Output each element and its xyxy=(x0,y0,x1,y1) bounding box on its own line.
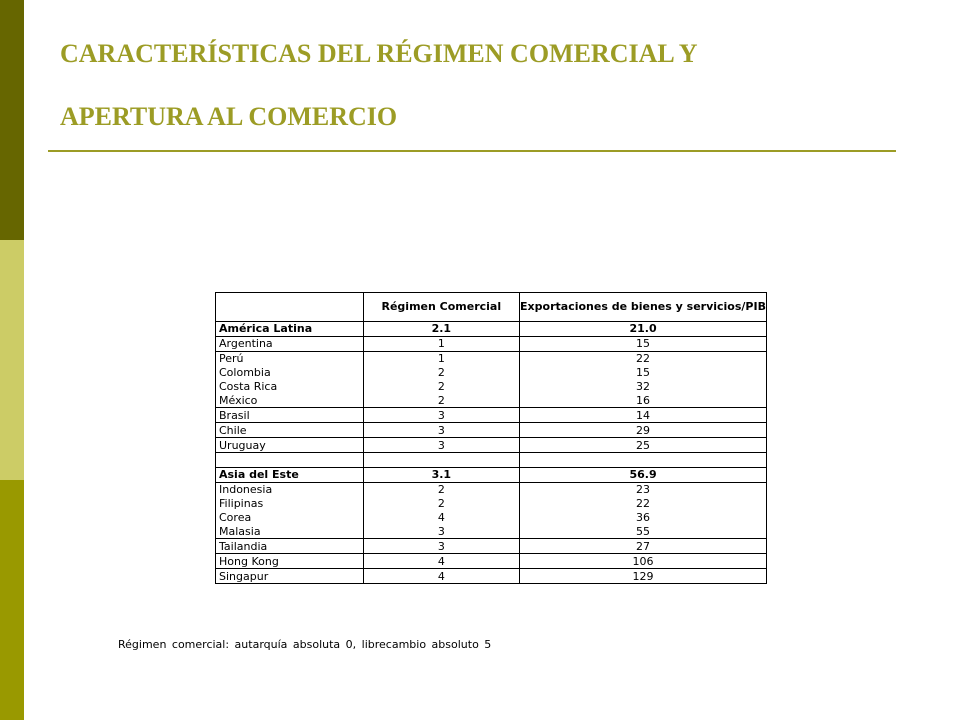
cell-regimen: 2 xyxy=(363,482,519,496)
cell-exports: 129 xyxy=(520,569,767,584)
cell-regimen: 3 xyxy=(363,524,519,538)
table-row xyxy=(216,497,767,511)
header-regimen: Régimen Comercial xyxy=(363,293,519,322)
cell-exports: 16 xyxy=(520,393,767,407)
table-row xyxy=(216,393,767,407)
cell-regimen: 2 xyxy=(363,497,519,511)
cell-regimen: 1 xyxy=(363,336,519,351)
cell-country: Indonesia xyxy=(216,482,364,496)
cell-exports: 21.0 xyxy=(520,322,767,337)
cell-exports: 36 xyxy=(520,511,767,525)
table-row xyxy=(216,438,767,453)
table-row xyxy=(216,453,767,468)
cell-regimen: 1 xyxy=(363,351,519,365)
table-row xyxy=(216,539,767,554)
slide-title-line-1: CARACTERÍSTICAS DEL RÉGIMEN COMERCIAL Y xyxy=(60,39,698,68)
cell-country: Brasil xyxy=(216,408,364,423)
cell-country: Uruguay xyxy=(216,438,364,453)
cell-country: Colombia xyxy=(216,366,364,380)
side-bar-middle xyxy=(0,240,24,480)
table-row xyxy=(216,511,767,525)
cell-regimen: 4 xyxy=(363,569,519,584)
cell-exports: 15 xyxy=(520,336,767,351)
slide-title xyxy=(60,36,920,135)
cell-country: Costa Rica xyxy=(216,380,364,394)
cell-regimen: 2.1 xyxy=(363,322,519,337)
cell-country: Perú xyxy=(216,351,364,365)
cell-exports: 14 xyxy=(520,408,767,423)
cell-regimen: 3 xyxy=(363,423,519,438)
cell-country: Chile xyxy=(216,423,364,438)
cell-exports xyxy=(520,453,767,468)
header-exports: Exportaciones de bienes y servicios/PIB xyxy=(520,293,767,322)
cell-country: México xyxy=(216,393,364,407)
table-row xyxy=(216,366,767,380)
cell-exports: 32 xyxy=(520,380,767,394)
cell-regimen xyxy=(363,453,519,468)
cell-country: Malasia xyxy=(216,524,364,538)
cell-country: Tailandia xyxy=(216,539,364,554)
cell-country: Singapur xyxy=(216,569,364,584)
table-row xyxy=(216,351,767,365)
trade-regime-table xyxy=(215,292,767,584)
cell-exports: 29 xyxy=(520,423,767,438)
cell-exports: 15 xyxy=(520,366,767,380)
table-row xyxy=(216,482,767,496)
table-row xyxy=(216,380,767,394)
cell-exports: 55 xyxy=(520,524,767,538)
table-row xyxy=(216,423,767,438)
cell-country: Hong Kong xyxy=(216,554,364,569)
cell-exports: 22 xyxy=(520,497,767,511)
cell-country: Asia del Este xyxy=(216,467,364,482)
table-row xyxy=(216,467,767,482)
slide-title-line-2: APERTURA AL COMERCIO xyxy=(60,102,398,131)
cell-exports: 27 xyxy=(520,539,767,554)
cell-regimen: 3 xyxy=(363,438,519,453)
cell-exports: 23 xyxy=(520,482,767,496)
footnote: Régimen comercial: autarquía absoluta 0, librecambio absoluto 5 xyxy=(118,638,492,651)
header-country xyxy=(216,293,364,322)
cell-exports: 22 xyxy=(520,351,767,365)
table-row xyxy=(216,408,767,423)
side-bar-top xyxy=(0,0,24,240)
table-header-row xyxy=(216,293,767,322)
cell-regimen: 4 xyxy=(363,554,519,569)
cell-regimen: 3.1 xyxy=(363,467,519,482)
side-bar-bottom xyxy=(0,480,24,720)
table-row xyxy=(216,569,767,584)
table-row xyxy=(216,524,767,538)
cell-country xyxy=(216,453,364,468)
table-row xyxy=(216,336,767,351)
title-underline xyxy=(48,150,896,152)
table-row xyxy=(216,554,767,569)
cell-country: Corea xyxy=(216,511,364,525)
cell-country: Argentina xyxy=(216,336,364,351)
cell-country: Filipinas xyxy=(216,497,364,511)
cell-regimen: 4 xyxy=(363,511,519,525)
cell-regimen: 2 xyxy=(363,380,519,394)
cell-exports: 25 xyxy=(520,438,767,453)
cell-regimen: 3 xyxy=(363,539,519,554)
cell-regimen: 2 xyxy=(363,366,519,380)
cell-exports: 56.9 xyxy=(520,467,767,482)
cell-exports: 106 xyxy=(520,554,767,569)
cell-regimen: 3 xyxy=(363,408,519,423)
cell-country: América Latina xyxy=(216,322,364,337)
cell-regimen: 2 xyxy=(363,393,519,407)
table-body xyxy=(216,322,767,584)
table-row xyxy=(216,322,767,337)
